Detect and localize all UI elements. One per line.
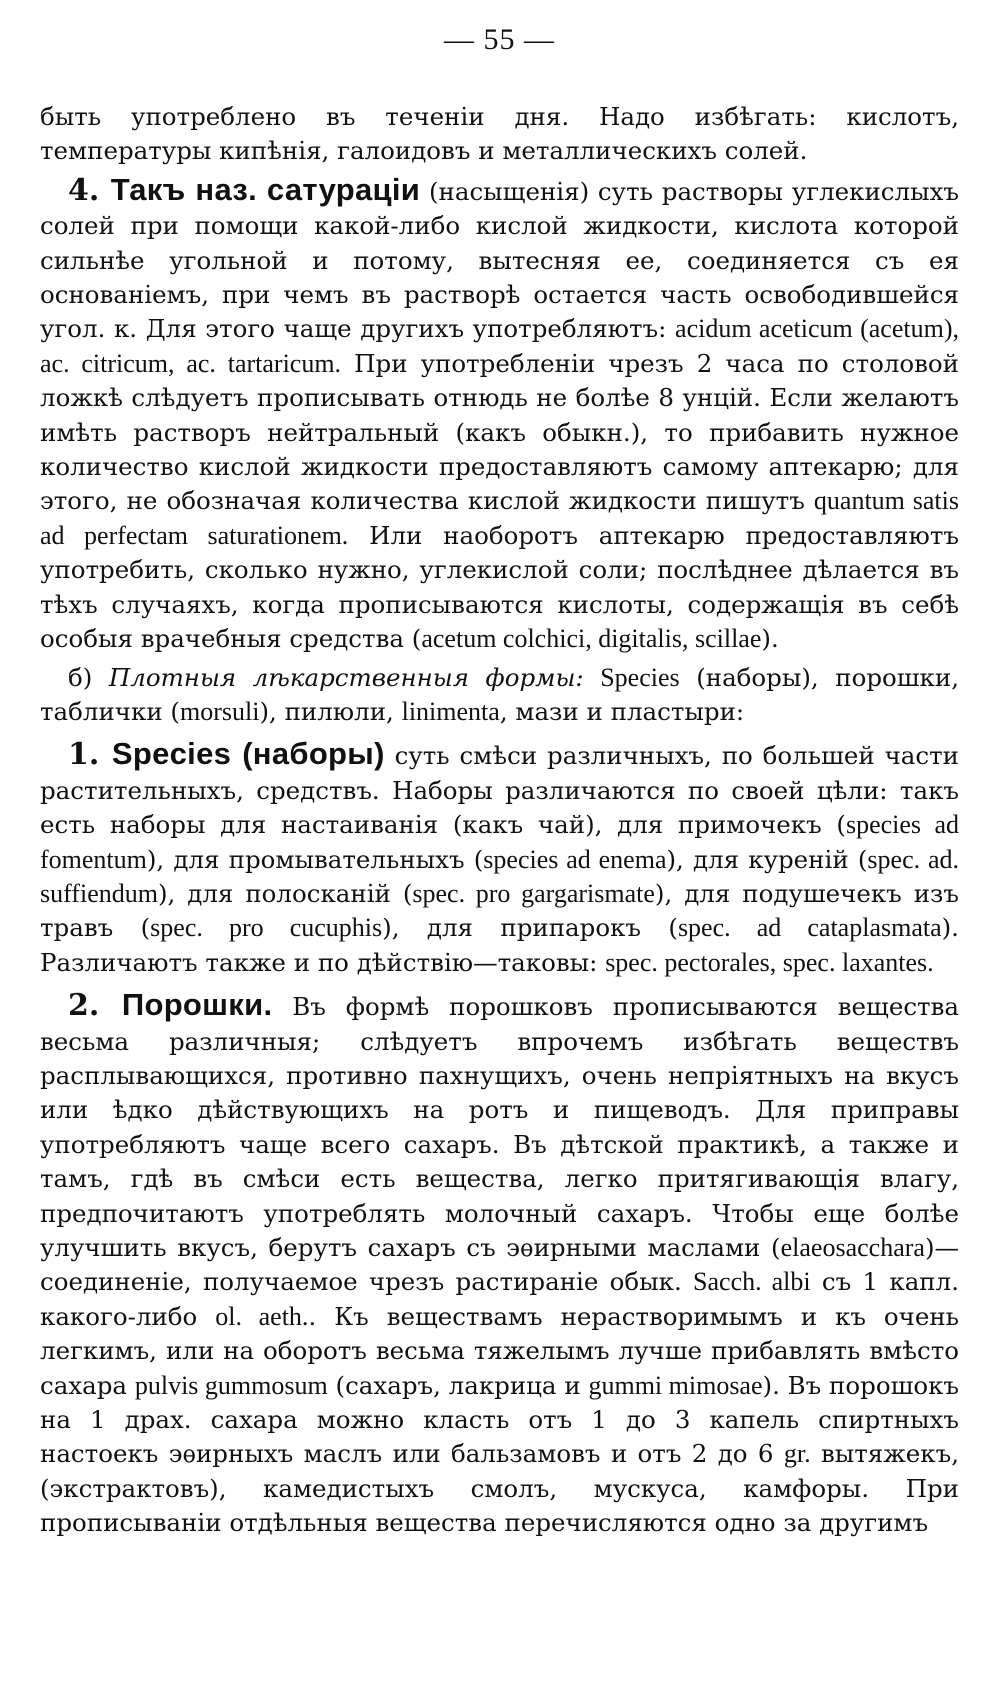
latin-term: species ad fomentum xyxy=(40,810,959,874)
paragraph-species xyxy=(40,737,959,980)
text-run xyxy=(584,663,601,692)
text-run: При употребленіи чрезъ 2 часа по столовой ложкѣ слѣдуетъ прописывать отнюдь не болѣе 8 унцій. Если желаютъ имѣть растворъ нейтральный (какъ обыкн.), то прибавить нужное количество кислой жидкости предоставляютъ самому аптекарю; для этого, не обозначая количества кислой жидкости пишутъ xyxy=(40,348,960,516)
text-run: ). Различаютъ также и по дѣйствію—таковы: xyxy=(40,913,959,977)
paragraph-powders xyxy=(40,988,959,1541)
latin-term: spec. ad cataplasmata xyxy=(677,913,942,943)
latin-term: Sacch. albi xyxy=(693,1267,811,1297)
latin-term: elaeosacchara xyxy=(780,1233,925,1262)
paragraph-solid-forms xyxy=(40,661,959,730)
latin-term: species ad enema xyxy=(483,844,667,874)
latin-term: acidum aceticum (acetum), ac. citricum, ac. tartaricum. xyxy=(40,314,959,378)
latin-term: spec. ad. suffiendum xyxy=(40,844,960,908)
text-run: (насыщенія) суть растворы углекислыхъ солей при помощи какой-либо кислой жидкости, кислота которой сильнѣе угольной и потому, вытесняя ее, соединяется съ ея основаніемъ, при чемъ въ растворѣ остается часть освободившейся угол. к. Для этого чаще другихъ употребляютъ: xyxy=(40,176,959,344)
text-run: ). Въ порошокъ на 1 драх. сахара можно класть отъ 1 до 3 капель спиртныхъ настоекъ эѳирныхъ маслъ или бальзамовъ и отъ 2 до 6 xyxy=(40,1370,959,1469)
text-run: , мази и пластыри: xyxy=(499,696,745,726)
latin-term: spec. pro gargarismate xyxy=(412,878,655,908)
italic-heading: Плотныя лѣкарственныя формы: xyxy=(108,662,584,692)
latin-term: spec. pectorales, spec. laxantes. xyxy=(605,947,934,977)
section-number: 2. xyxy=(68,988,122,1024)
text-run: съ 1 капл. какого-либо xyxy=(40,1267,959,1331)
latin-term: quantum satis ad perfectam saturationem. xyxy=(40,486,959,550)
section-heading: Порошки. xyxy=(121,987,273,1023)
latin-term: pulvis gummosum xyxy=(134,1370,328,1400)
text-run: ). xyxy=(761,624,779,654)
text-run: ), для промывательныхъ ( xyxy=(146,844,484,874)
text-run: ), для припарокъ ( xyxy=(382,913,678,943)
latin-term: spec. pro cucuphis xyxy=(150,913,383,943)
text-run: Въ формѣ порошковъ прописываются вещества весьма различныя; слѣдуетъ впрочемъ избѣгать веществъ расплывающихся, противно пахнущихъ, очень непріятныхъ на вкусъ или ѣдко дѣйствующихъ на ротъ и пищеводъ. Для приправы употребляютъ чаще всего сахаръ. Въ дѣтской практикѣ, а также и тамъ, гдѣ въ смѣси есть вещества, легко притягивающія влагу, предпочитаютъ употреблять молочный сахаръ. Чтобы еще болѣе улучшить вкусъ, берутъ сахаръ съ эѳирными маслами ( xyxy=(40,992,959,1262)
text-run: )—соединеніе, получаемое чрезъ растираніе обык. xyxy=(40,1233,959,1297)
text-run: вытяжекъ, (экстрактовъ), камедистыхъ смолъ, мускуса, камфоры. При прописываніи отдѣльныя вещества перечисляются одно за другимъ xyxy=(40,1439,959,1538)
text-run: (сахаръ, лакрица и xyxy=(327,1370,589,1400)
text-run: ), для куреній ( xyxy=(666,844,868,874)
text-run: Или наоборотъ аптекарю предоставляютъ употребить, сколько нужно, углекислой соли; послѣднее дѣлается въ тѣхъ случаяхъ, когда прописываются кислоты, содержащія въ себѣ особыя врачебныя средства ( xyxy=(40,520,959,654)
latin-term: gr. xyxy=(783,1439,811,1469)
text-run: ), пилюли, xyxy=(259,696,402,726)
latin-term: morsuli xyxy=(180,696,260,726)
latin-term: gummi mimosae xyxy=(588,1370,763,1400)
section-number: 1. xyxy=(68,737,112,773)
page-number: — 55 — xyxy=(444,23,555,56)
text-run: (наборы), порошки, таблички ( xyxy=(40,662,959,726)
section-heading: Species (наборы) xyxy=(111,736,385,772)
latin-term: ol. aeth. xyxy=(215,1301,309,1331)
text-run: ), для полосканій ( xyxy=(157,878,413,908)
text-run: суть смѣси различныхъ, по большей части растительныхъ, средствъ. Наборы различаются по своей цѣли: такъ есть наборы для настаиванія (какъ чай), для примочекъ ( xyxy=(40,741,959,840)
text-run: б) xyxy=(68,662,109,692)
paragraph-saturation xyxy=(40,173,959,657)
latin-term: Species xyxy=(600,662,680,692)
section-number: 4. xyxy=(68,172,111,208)
text-run: . Къ веществамъ нерастворимымъ и къ очень легкимъ, или на оборотъ весьма тяжелымъ лучше прибавлять вмѣсто сахара xyxy=(40,1301,959,1400)
paragraph-continuation xyxy=(40,100,959,169)
latin-term: linimenta xyxy=(401,696,500,726)
section-heading: Такъ наз. сатураціи xyxy=(110,171,421,207)
latin-term: acetum colchici, digitalis, scillae xyxy=(421,624,762,654)
text-run: быть употреблено въ теченіи дня. Надо избѣгать: кислотъ, температуры кипѣнія, галоидовъ и металлическихъ солей. xyxy=(40,102,959,166)
text-run: ), для подушечекъ изъ травъ ( xyxy=(40,878,959,943)
